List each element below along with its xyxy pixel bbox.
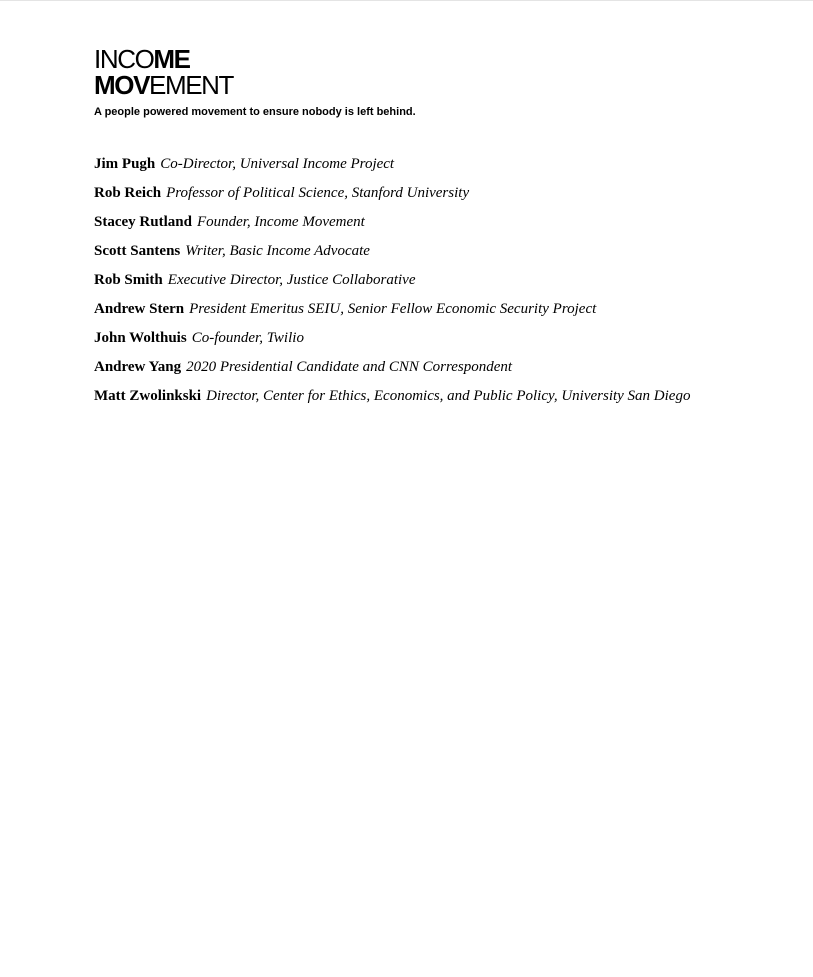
person-name: Jim Pugh — [94, 156, 156, 172]
person-role: 2020 Presidential Candidate and CNN Correspondent — [186, 359, 513, 375]
person-entry — [94, 150, 734, 179]
person-role: Director, Center for Ethics, Economics, and Public Policy, University San Diego — [206, 388, 691, 404]
person-name: Andrew Stern — [94, 301, 185, 317]
person-entry — [94, 324, 734, 353]
person-entry — [94, 266, 734, 295]
person-role: Founder, Income Movement — [196, 214, 365, 230]
logo-line-1 — [94, 46, 233, 72]
person-entry — [94, 208, 734, 237]
person-role: Executive Director, Justice Collaborative — [167, 272, 416, 288]
logo-line-2 — [94, 72, 233, 98]
person-role: President Emeritus SEIU, Senior Fellow Economic Security Project — [189, 301, 597, 317]
person-entry — [94, 295, 734, 324]
person-name: Stacey Rutland — [94, 214, 192, 230]
logo-text-mov: MOV — [94, 70, 150, 100]
person-name: John Wolthuis — [94, 330, 187, 346]
person-role: Professor of Political Science, Stanford University — [166, 185, 470, 201]
person-entry — [94, 382, 734, 411]
person-role: Co-Director, Universal Income Project — [160, 156, 395, 172]
person-entry — [94, 179, 734, 208]
tagline: A people powered movement to ensure nobody is left behind. — [94, 106, 416, 118]
logo-text-ement: EMENT — [149, 70, 234, 100]
person-entry — [94, 237, 734, 266]
person-name: Rob Reich — [94, 185, 162, 201]
income-movement-logo — [94, 46, 233, 98]
people-list — [94, 150, 734, 411]
person-entry — [94, 353, 734, 382]
person-name: Rob Smith — [94, 272, 163, 288]
person-name: Scott Santens — [94, 243, 181, 259]
person-role: Writer, Basic Income Advocate — [185, 243, 370, 259]
person-name: Matt Zwolinkski — [94, 388, 202, 404]
logo-text-me: ME — [153, 44, 190, 74]
person-role: Co-founder, Twilio — [191, 330, 304, 346]
person-name: Andrew Yang — [94, 359, 182, 375]
logo-text-inco: INCO — [94, 44, 154, 74]
